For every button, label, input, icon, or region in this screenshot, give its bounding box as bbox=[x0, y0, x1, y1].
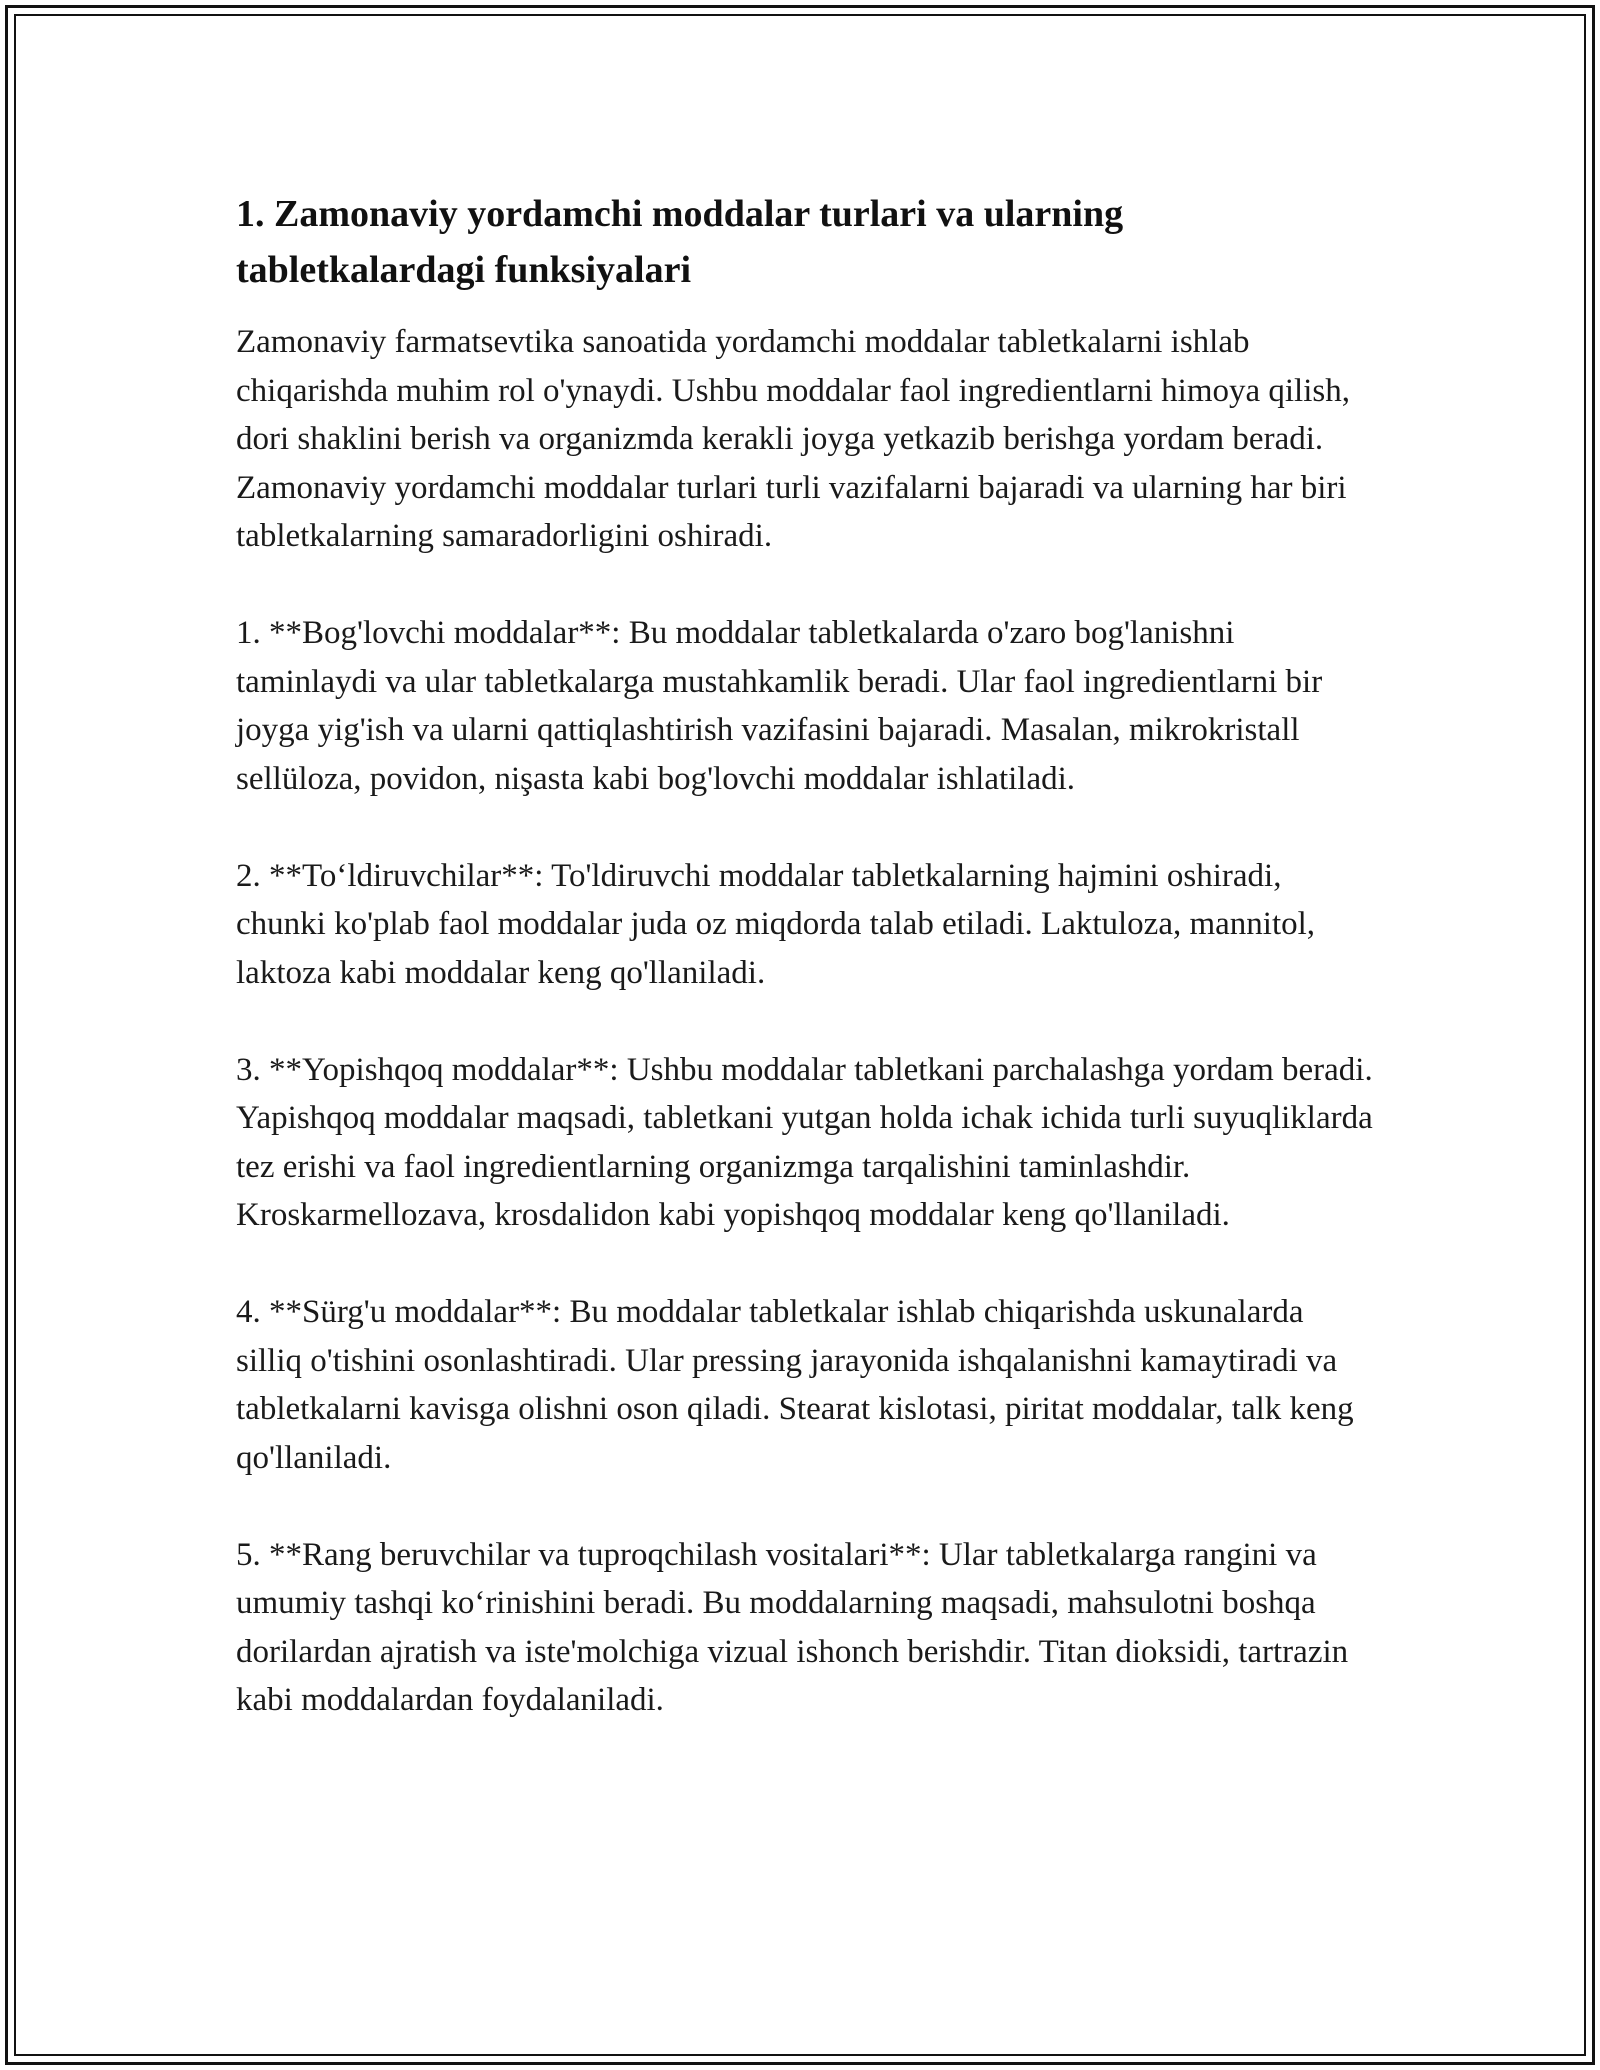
list-item-colorants: 5. **Rang beruvchilar va tuproqchilash vositalari**: Ular tabletkalarga rangini va umumiy tashqi ko‘rinishini beradi. Bu moddalarning maqsadi, mahsulotni boshqa dorilardan ajratish va iste'molchiga vizual ishonch berishdir. Titan dioksidi, tartrazin kabi moddalardan foydalaniladi. bbox=[236, 1536, 1349, 1718]
list-item-binders: 1. **Bog'lovchi moddalar**: Bu moddalar tabletkalarda o'zaro bog'lanishni taminlaydi va ular tabletkalarga mustahkamlik beradi. Ular faol ingredientlarni bir joyga yig'ish va ularni qattiqlashtirish vazifasini bajaradi. Masalan, mikrokristall sellüloza, povidon, nişasta kabi bog'lovchi moddalar ishlatiladi. bbox=[236, 615, 1323, 797]
section-heading: 1. Zamonaviy yordamchi moddalar turlari va ularning tabletkalardagi funksiyalari bbox=[236, 193, 1124, 291]
list-item-disintegrants: 3. **Yopishqoq moddalar**: Ushbu moddalar tabletkani parchalashga yordam beradi. Yapishqoq moddalar maqsadi, tabletkani yutgan holda ichak ichida turli suyuqliklarda tez erishi va faol ingredientlarning organizmga tarqalishini taminlashdir. Kroskarmellozava, krosdalidon kabi yopishqoq moddalar keng qo'llaniladi. bbox=[236, 1051, 1373, 1233]
list-item-lubricants: 4. **Sürg'u moddalar**: Bu moddalar tabletkalar ishlab chiqarishda uskunalarda silliq o'tishini osonlashtiradi. Ular pressing jarayonida ishqalanishni kamaytiradi va tabletkalarni kavisga olishni oson qiladi. Stearat kislotasi, piritat moddalar, talk keng qo'llaniladi. bbox=[236, 1294, 1354, 1476]
document-body bbox=[236, 186, 1376, 1725]
list-item-fillers: 2. **To‘ldiruvchilar**: To'ldiruvchi moddalar tabletkalarning hajmini oshiradi, chunki ko'plab faol moddalar juda oz miqdorda talab etiladi. Laktuloza, mannitol, laktoza kabi moddalar keng qo'llaniladi. bbox=[236, 857, 1316, 991]
intro-paragraph: Zamonaviy farmatsevtika sanoatida yordamchi moddalar tabletkalarni ishlab chiqarishda muhim rol o'ynaydi. Ushbu moddalar faol ingredientlarni himoya qilish, dori shaklini berish va organizmda kerakli joyga yetkazib berishga yordam beradi. Zamonaviy yordamchi moddalar turlari turli vazifalarni bajaradi va ularning har biri tabletkalarning samaradorligini oshiradi. bbox=[236, 324, 1350, 554]
